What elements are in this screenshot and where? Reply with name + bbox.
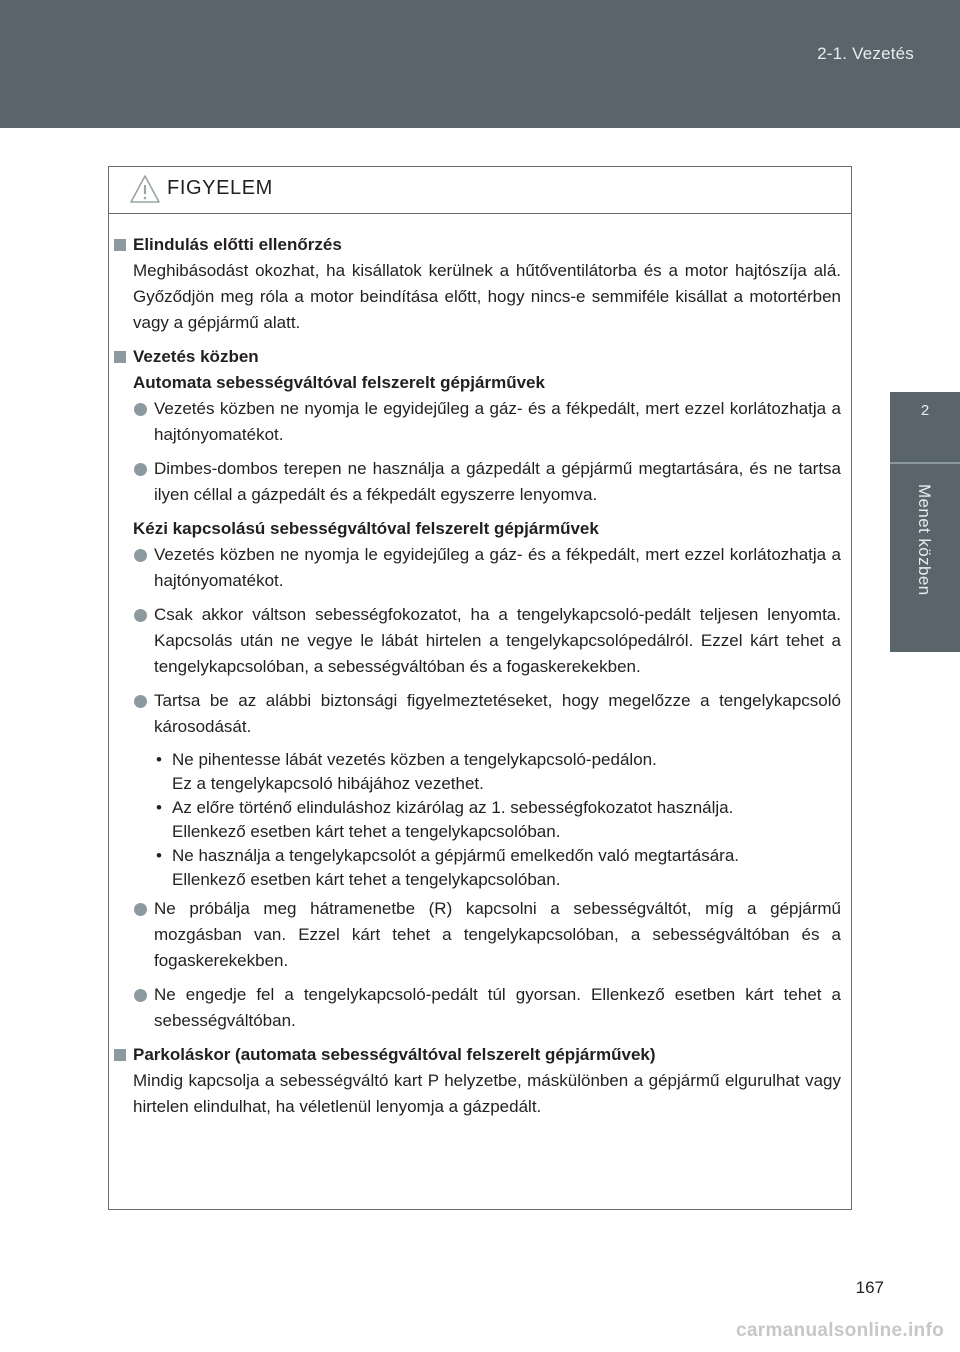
- bullet-item: [109, 396, 841, 448]
- sub-list-item: [154, 796, 841, 844]
- section-heading: [109, 232, 841, 258]
- bullet-item: [109, 688, 841, 740]
- sub-item-text: Az előre történő elinduláshoz kizárólag az 1. sebességfokozatot használja.: [172, 798, 734, 817]
- small-dot-icon: •: [156, 846, 162, 865]
- paragraph: Meghibásodást okozhat, ha kisállatok kerülnek a hűtőventilátorba és a motor hajtószíja alá. Győződjön meg róla a motor beindítása előtt, hogy nincs-e semmiféle kisállat a motortérben vagy a gépjármű alatt.: [133, 261, 841, 332]
- sub-item-note: Ellenkező esetben kárt tehet a tengelykapcsolóban.: [172, 822, 561, 841]
- bullet-item: [109, 542, 841, 594]
- sub-item-text: Ne használja a tengelykapcsolót a gépjármű emelkedőn való megtartására.: [172, 846, 739, 865]
- square-bullet-icon: [114, 239, 126, 251]
- sub-item-note: Ez a tengelykapcsoló hibájához vezethet.: [172, 774, 484, 793]
- section-title: Vezetés közben: [133, 347, 259, 366]
- subheading: Automata sebességváltóval felszerelt gépjárművek: [133, 373, 545, 392]
- bullet-text: Vezetés közben ne nyomja le egyidejűleg a gáz- és a fékpedált, mert ezzel korlátozhatja a hajtónyomatékot.: [154, 399, 841, 444]
- bullet-item: [109, 982, 841, 1034]
- square-bullet-icon: [114, 1049, 126, 1061]
- section-heading: [109, 344, 841, 370]
- sub-item-text: Ne pihentesse lábát vezetés közben a tengelykapcsoló-pedálon.: [172, 750, 657, 769]
- paragraph: Mindig kapcsolja a sebességváltó kart P helyzetbe, máskülönben a gépjármű elgurulhat vagy hirtelen elindulhat, ha véletlenül lenyomja a gázpedált.: [133, 1071, 841, 1116]
- header-band: [0, 0, 960, 128]
- small-dot-icon: •: [156, 750, 162, 769]
- circle-bullet-icon: [134, 549, 147, 562]
- warning-title: FIGYELEM: [167, 177, 273, 199]
- warning-box: [108, 166, 852, 1210]
- square-bullet-icon: [114, 351, 126, 363]
- warning-content: [109, 214, 851, 1120]
- subheading: Kézi kapcsolású sebességváltóval felszerelt gépjárművek: [133, 519, 599, 538]
- circle-bullet-icon: [134, 609, 147, 622]
- chapter-title: Menet közben: [915, 484, 934, 596]
- bullet-text: Ne próbálja meg hátramenetbe (R) kapcsolni a sebességváltót, míg a gépjármű mozgásban van. Ezzel kárt tehet a tengelykapcsolóban, a sebességváltóban és a fogaskerekekben.: [154, 899, 841, 970]
- circle-bullet-icon: [134, 463, 147, 476]
- chapter-side-tab[interactable]: [890, 392, 960, 652]
- circle-bullet-icon: [134, 903, 147, 916]
- circle-bullet-icon: [134, 695, 147, 708]
- bullet-text: Tartsa be az alábbi biztonsági figyelmeztetéseket, hogy megelőzze a tengelykapcsoló károsodását.: [154, 691, 841, 736]
- section-title: Elindulás előtti ellenőrzés: [133, 235, 342, 254]
- sub-item-note: Ellenkező esetben kárt tehet a tengelykapcsolóban.: [172, 870, 561, 889]
- bullet-text: Ne engedje fel a tengelykapcsoló-pedált túl gyorsan. Ellenkező esetben kárt tehet a sebességváltóban.: [154, 985, 841, 1030]
- circle-bullet-icon: [134, 989, 147, 1002]
- watermark[interactable]: carmanualsonline.info: [736, 1320, 944, 1341]
- breadcrumb: 2-1. Vezetés: [817, 44, 914, 63]
- circle-bullet-icon: [134, 403, 147, 416]
- sub-list-item: [154, 844, 841, 892]
- bullet-item: [109, 896, 841, 974]
- warning-header: [109, 167, 851, 214]
- section-title: Parkoláskor (automata sebességváltóval felszerelt gépjárművek): [133, 1045, 656, 1064]
- warning-triangle-icon: [129, 174, 161, 204]
- chapter-divider: [890, 462, 960, 464]
- bullet-text: Csak akkor váltson sebességfokozatot, ha a tengelykapcsoló-pedált teljesen lenyomta. Kapcsolás után ne vegye le lábát hirtelen a tengelykapcsolópedálról. Ezzel kárt tehet a tengelykapcsolóban, a sebességváltóban és a fogaskerekekben.: [154, 605, 841, 676]
- bullet-item: [109, 456, 841, 508]
- bullet-item: [109, 602, 841, 680]
- section-heading: [109, 1042, 841, 1068]
- sub-list-item: [154, 748, 841, 796]
- bullet-text: Vezetés közben ne nyomja le egyidejűleg a gáz- és a fékpedált, mert ezzel korlátozhatja a hajtónyomatékot.: [154, 545, 841, 590]
- sub-list: [109, 748, 841, 892]
- page-number: 167: [855, 1278, 884, 1297]
- bullet-text: Dimbes-dombos terepen ne használja a gázpedált a gépjármű megtartására, és ne tartsa ilyen céllal a gázpedált és a fékpedált egyszerre lenyomva.: [154, 459, 841, 504]
- chapter-number: 2: [920, 402, 930, 419]
- small-dot-icon: •: [156, 798, 162, 817]
